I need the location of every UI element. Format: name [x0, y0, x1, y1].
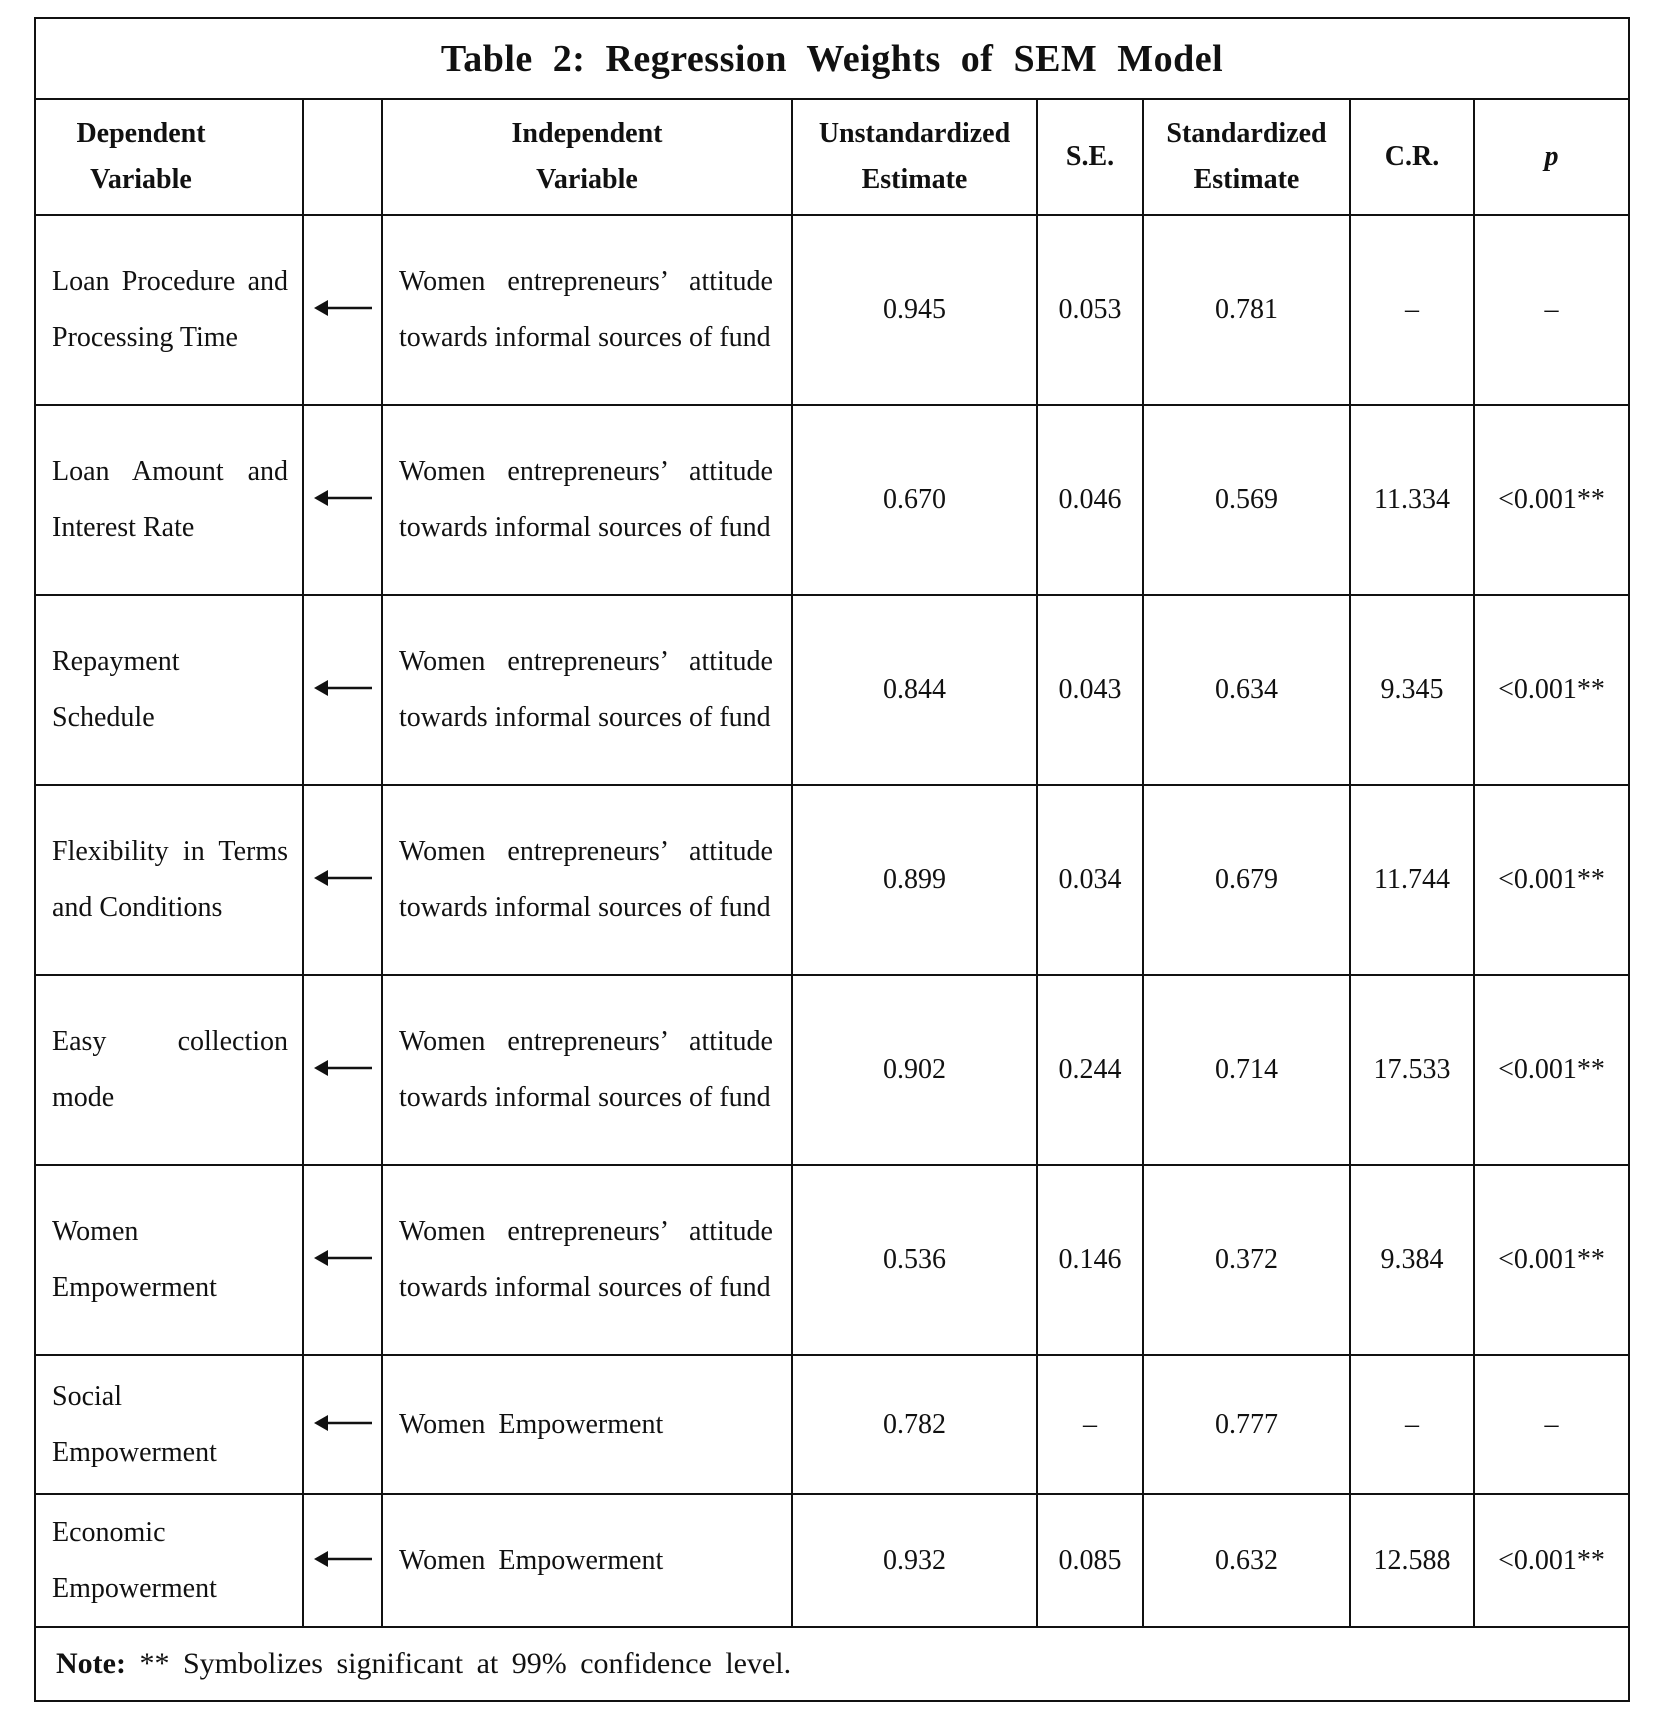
- unstandardized-estimate-cell: 0.536: [792, 1165, 1037, 1355]
- independent-variable-cell: Women entrepreneurs’ attitude towards informal sources of fund: [382, 975, 792, 1165]
- p-value-cell: <0.001**: [1474, 595, 1629, 785]
- dependent-variable-cell: Social Empowerment: [35, 1355, 303, 1494]
- dependent-variable-cell: Loan Procedure and Processing Time: [35, 215, 303, 405]
- arrow-cell: [303, 405, 382, 595]
- unstandardized-estimate-cell: 0.670: [792, 405, 1037, 595]
- arrow-cell: [303, 1355, 382, 1494]
- header-independent-label: Independent Variable: [511, 118, 663, 195]
- left-arrow-icon: [314, 1549, 372, 1569]
- cr-cell: –: [1350, 1355, 1474, 1494]
- independent-variable-cell: Women entrepreneurs’ attitude towards informal sources of fund: [382, 1165, 792, 1355]
- left-arrow-icon: [314, 1413, 372, 1433]
- table-row: [35, 1165, 1629, 1355]
- note-row: [35, 1627, 1629, 1701]
- left-arrow-icon: [314, 488, 372, 508]
- left-arrow-icon: [314, 1058, 372, 1078]
- cr-cell: 12.588: [1350, 1494, 1474, 1627]
- independent-variable-cell: Women entrepreneurs’ attitude towards informal sources of fund: [382, 405, 792, 595]
- unstandardized-estimate-cell: 0.844: [792, 595, 1037, 785]
- arrow-cell: [303, 1494, 382, 1627]
- arrow-cell: [303, 595, 382, 785]
- header-p-label: p: [1544, 141, 1559, 172]
- standardized-estimate-cell: 0.569: [1143, 405, 1350, 595]
- header-row: [35, 99, 1629, 215]
- dependent-variable-cell: Women Empowerment: [35, 1165, 303, 1355]
- table-row: [35, 215, 1629, 405]
- cr-cell: 11.744: [1350, 785, 1474, 975]
- header-std-label: Standardized Estimate: [1166, 118, 1327, 195]
- cr-cell: 11.334: [1350, 405, 1474, 595]
- regression-weights-table: [34, 17, 1630, 1702]
- table-row: [35, 595, 1629, 785]
- se-cell: 0.146: [1037, 1165, 1143, 1355]
- p-value-cell: <0.001**: [1474, 975, 1629, 1165]
- standardized-estimate-cell: 0.634: [1143, 595, 1350, 785]
- unstandardized-estimate-cell: 0.945: [792, 215, 1037, 405]
- standardized-estimate-cell: 0.714: [1143, 975, 1350, 1165]
- header-dependent-label: Dependent Variable: [76, 118, 206, 195]
- dependent-variable-cell: Economic Empowerment: [35, 1494, 303, 1627]
- cr-cell: 17.533: [1350, 975, 1474, 1165]
- standardized-estimate-cell: 0.632: [1143, 1494, 1350, 1627]
- unstandardized-estimate-cell: 0.782: [792, 1355, 1037, 1494]
- independent-variable-cell: Women entrepreneurs’ attitude towards informal sources of fund: [382, 785, 792, 975]
- dependent-variable-cell: Loan Amount and Interest Rate: [35, 405, 303, 595]
- cr-cell: 9.384: [1350, 1165, 1474, 1355]
- se-cell: 0.085: [1037, 1494, 1143, 1627]
- se-cell: 0.046: [1037, 405, 1143, 595]
- independent-variable-cell: Women Empowerment: [382, 1494, 792, 1627]
- header-arrow: [303, 99, 382, 215]
- p-value-cell: <0.001**: [1474, 785, 1629, 975]
- standardized-estimate-cell: 0.781: [1143, 215, 1350, 405]
- unstandardized-estimate-cell: 0.902: [792, 975, 1037, 1165]
- unstandardized-estimate-cell: 0.932: [792, 1494, 1037, 1627]
- left-arrow-icon: [314, 1248, 372, 1268]
- table-title: Table 2: Regression Weights of SEM Model: [35, 18, 1629, 99]
- p-value-cell: <0.001**: [1474, 405, 1629, 595]
- header-cr: C.R.: [1350, 99, 1474, 215]
- p-value-cell: <0.001**: [1474, 1494, 1629, 1627]
- dependent-variable-cell: Easy collection mode: [35, 975, 303, 1165]
- independent-variable-cell: Women entrepreneurs’ attitude towards informal sources of fund: [382, 215, 792, 405]
- header-se: S.E.: [1037, 99, 1143, 215]
- header-p: [1474, 99, 1629, 215]
- se-cell: 0.244: [1037, 975, 1143, 1165]
- se-cell: –: [1037, 1355, 1143, 1494]
- title-row: [35, 18, 1629, 99]
- se-cell: 0.034: [1037, 785, 1143, 975]
- se-cell: 0.053: [1037, 215, 1143, 405]
- table-row: [35, 405, 1629, 595]
- header-unstandardized-estimate: [792, 99, 1037, 215]
- cr-cell: 9.345: [1350, 595, 1474, 785]
- dependent-variable-cell: Flexibility in Terms and Conditions: [35, 785, 303, 975]
- left-arrow-icon: [314, 678, 372, 698]
- note-text: ** Symbolizes significant at 99% confidence level.: [139, 1647, 792, 1680]
- table-row: [35, 785, 1629, 975]
- header-dependent-variable: [35, 99, 303, 215]
- standardized-estimate-cell: 0.679: [1143, 785, 1350, 975]
- cr-cell: –: [1350, 215, 1474, 405]
- header-unstd-label: Unstandardized Estimate: [818, 118, 1011, 195]
- independent-variable-cell: Women entrepreneurs’ attitude towards informal sources of fund: [382, 595, 792, 785]
- p-value-cell: –: [1474, 1355, 1629, 1494]
- p-value-cell: –: [1474, 215, 1629, 405]
- table-note: [35, 1627, 1629, 1701]
- table-row: [35, 1494, 1629, 1627]
- header-independent-variable: [382, 99, 792, 215]
- se-cell: 0.043: [1037, 595, 1143, 785]
- arrow-cell: [303, 215, 382, 405]
- note-label: Note:: [56, 1647, 126, 1680]
- table-row: [35, 1355, 1629, 1494]
- left-arrow-icon: [314, 868, 372, 888]
- arrow-cell: [303, 1165, 382, 1355]
- unstandardized-estimate-cell: 0.899: [792, 785, 1037, 975]
- header-standardized-estimate: [1143, 99, 1350, 215]
- dependent-variable-cell: Repayment Schedule: [35, 595, 303, 785]
- table-row: [35, 975, 1629, 1165]
- left-arrow-icon: [314, 298, 372, 318]
- independent-variable-cell: Women Empowerment: [382, 1355, 792, 1494]
- standardized-estimate-cell: 0.777: [1143, 1355, 1350, 1494]
- arrow-cell: [303, 785, 382, 975]
- p-value-cell: <0.001**: [1474, 1165, 1629, 1355]
- standardized-estimate-cell: 0.372: [1143, 1165, 1350, 1355]
- arrow-cell: [303, 975, 382, 1165]
